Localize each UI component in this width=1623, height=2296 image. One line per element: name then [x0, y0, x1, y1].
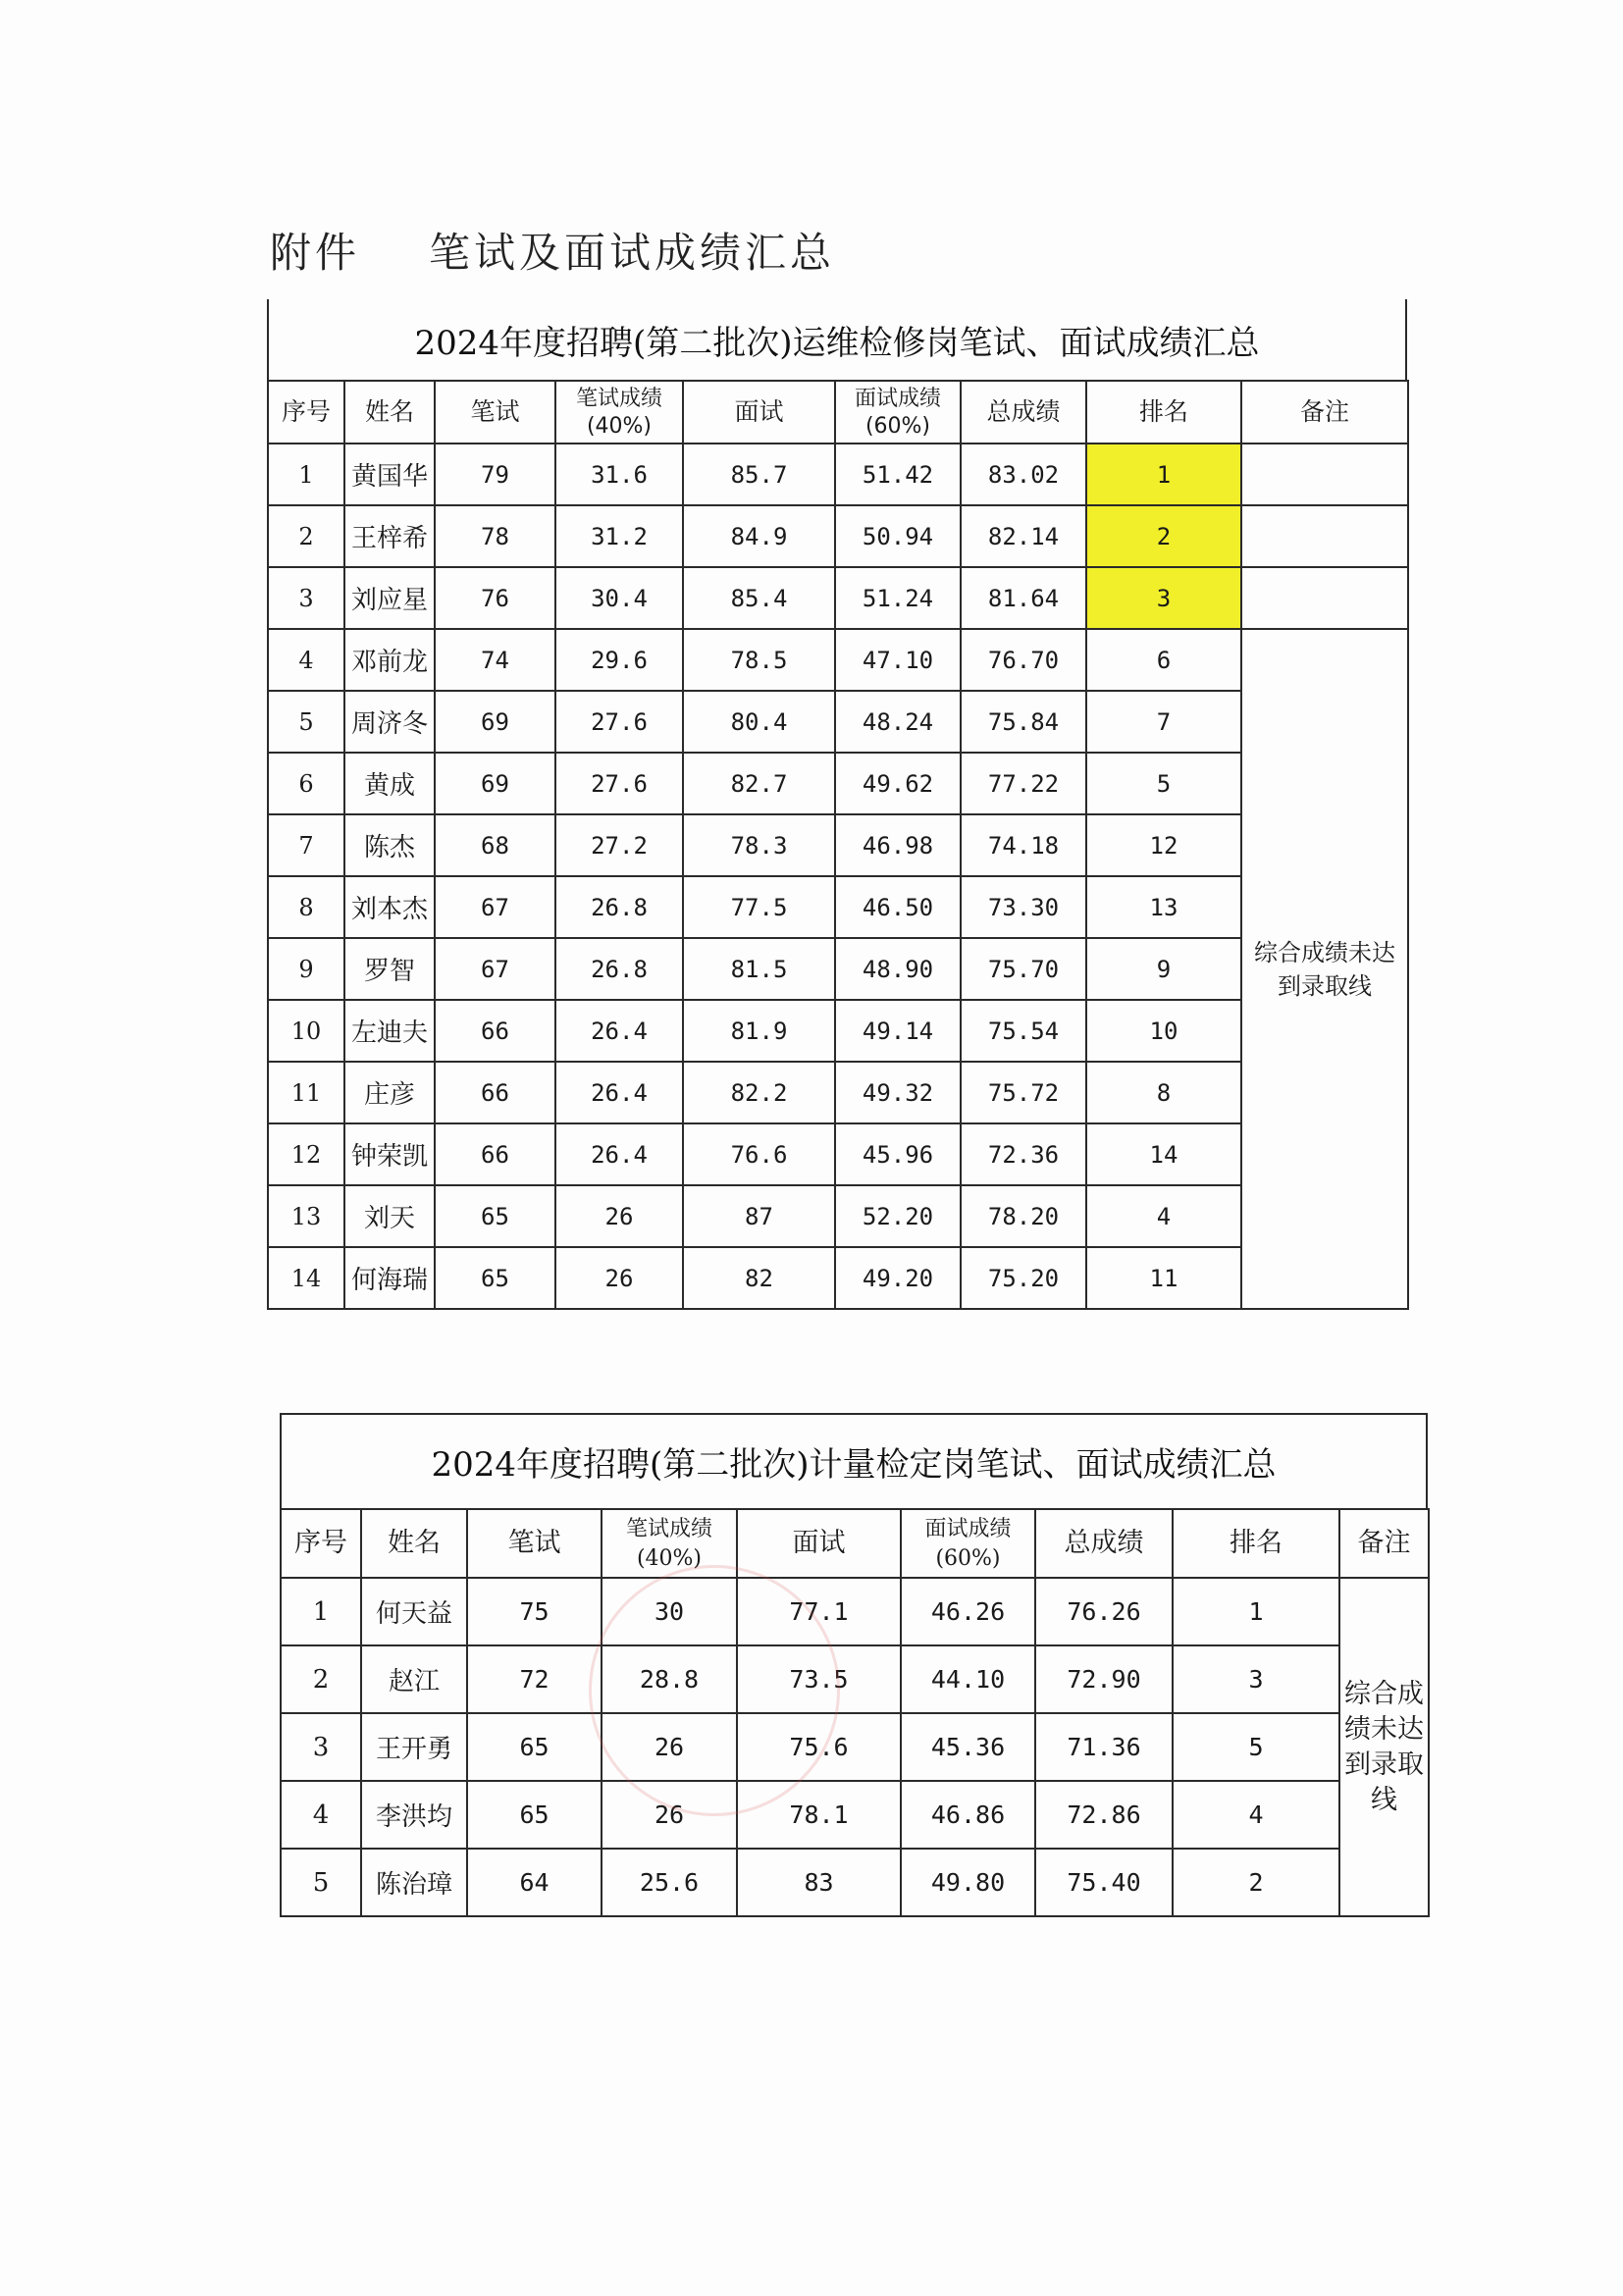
col-remark: 备注 [1339, 1509, 1429, 1578]
cell-written-weighted: 26.4 [555, 1123, 683, 1185]
cell-total: 74.18 [961, 814, 1086, 876]
cell-written-weighted: 30 [602, 1578, 737, 1645]
col-interview: 面试 [683, 381, 835, 444]
col-seq: 序号 [281, 1509, 361, 1578]
cell-interview: 85.7 [683, 444, 835, 505]
heading-text: 笔试及面试成绩汇总 [429, 229, 836, 277]
cell-name: 左迪夫 [344, 1000, 435, 1062]
cell-interview-weighted: 49.32 [835, 1062, 961, 1123]
cell-name: 何海瑞 [344, 1247, 435, 1309]
table1 [267, 380, 1409, 1310]
cell-written: 67 [435, 876, 555, 938]
col-total: 总成绩 [1035, 1509, 1173, 1578]
table-row [268, 1247, 1408, 1309]
cell-interview: 76.6 [683, 1123, 835, 1185]
cell-written-weighted: 26.4 [555, 1000, 683, 1062]
cell-seq: 8 [268, 876, 344, 938]
cell-interview-weighted: 49.62 [835, 753, 961, 814]
cell-written: 74 [435, 629, 555, 691]
cell-written: 66 [435, 1000, 555, 1062]
table2 [280, 1508, 1430, 1917]
cell-name: 邓前龙 [344, 629, 435, 691]
cell-written: 65 [467, 1713, 602, 1781]
cell-written: 76 [435, 567, 555, 629]
cell-interview-weighted: 46.26 [901, 1578, 1035, 1645]
cell-seq: 3 [281, 1713, 361, 1781]
table-row [268, 1185, 1408, 1247]
cell-total: 75.40 [1035, 1849, 1173, 1916]
cell-rank: 11 [1086, 1247, 1241, 1309]
cell-written-weighted: 26 [555, 1247, 683, 1309]
cell-seq: 5 [268, 691, 344, 753]
table2-title: 2024年度招聘(第二批次)计量检定岗笔试、面试成绩汇总 [431, 1445, 1277, 1485]
col-written-weighted: 笔试成绩 (40%) [555, 381, 683, 444]
cell-interview: 82 [683, 1247, 835, 1309]
cell-interview: 75.6 [737, 1713, 901, 1781]
table-row [268, 567, 1408, 629]
cell-interview-weighted: 45.96 [835, 1123, 961, 1185]
cell-name: 刘本杰 [344, 876, 435, 938]
cell-interview: 84.9 [683, 505, 835, 567]
cell-rank: 6 [1086, 629, 1241, 691]
cell-written: 65 [435, 1185, 555, 1247]
cell-name: 罗智 [344, 938, 435, 1000]
cell-seq: 2 [281, 1645, 361, 1713]
cell-written: 69 [435, 691, 555, 753]
cell-seq: 10 [268, 1000, 344, 1062]
cell-remark [1241, 567, 1408, 629]
cell-rank: 5 [1173, 1713, 1339, 1781]
cell-seq: 9 [268, 938, 344, 1000]
cell-interview: 80.4 [683, 691, 835, 753]
cell-rank: 3 [1173, 1645, 1339, 1713]
cell-written: 64 [467, 1849, 602, 1916]
cell-total: 77.22 [961, 753, 1086, 814]
col-seq: 序号 [268, 381, 344, 444]
table-row [268, 938, 1408, 1000]
cell-written-weighted: 27.6 [555, 691, 683, 753]
cell-seq: 14 [268, 1247, 344, 1309]
table-row [281, 1578, 1429, 1645]
cell-total: 81.64 [961, 567, 1086, 629]
cell-written: 65 [435, 1247, 555, 1309]
cell-written-weighted: 25.6 [602, 1849, 737, 1916]
cell-rank: 13 [1086, 876, 1241, 938]
table-row [281, 1849, 1429, 1916]
cell-written: 69 [435, 753, 555, 814]
cell-interview: 78.5 [683, 629, 835, 691]
cell-interview: 73.5 [737, 1645, 901, 1713]
table-row [268, 505, 1408, 567]
cell-interview-weighted: 45.36 [901, 1713, 1035, 1781]
cell-seq: 13 [268, 1185, 344, 1247]
cell-interview-weighted: 51.24 [835, 567, 961, 629]
table-row [281, 1645, 1429, 1713]
table-row [268, 444, 1408, 505]
cell-rank: 4 [1086, 1185, 1241, 1247]
cell-total: 72.86 [1035, 1781, 1173, 1849]
cell-written: 79 [435, 444, 555, 505]
cell-interview-weighted: 44.10 [901, 1645, 1035, 1713]
table1-title: 2024年度招聘(第二批次)运维检修岗笔试、面试成绩汇总 [414, 323, 1260, 363]
cell-total: 72.36 [961, 1123, 1086, 1185]
col-written: 笔试 [467, 1509, 602, 1578]
cell-rank: 10 [1086, 1000, 1241, 1062]
cell-name: 李洪均 [361, 1781, 467, 1849]
cell-seq: 4 [268, 629, 344, 691]
cell-rank: 1 [1173, 1578, 1339, 1645]
cell-name: 刘应星 [344, 567, 435, 629]
table-row [268, 629, 1408, 691]
col-interview-weighted: 面试成绩 (60%) [835, 381, 961, 444]
cell-name: 陈杰 [344, 814, 435, 876]
cell-rank: 1 [1086, 444, 1241, 505]
cell-interview-weighted: 51.42 [835, 444, 961, 505]
cell-written: 65 [467, 1781, 602, 1849]
cell-written: 68 [435, 814, 555, 876]
col-total: 总成绩 [961, 381, 1086, 444]
cell-interview: 78.3 [683, 814, 835, 876]
table1-section [267, 299, 1407, 1310]
cell-total: 73.30 [961, 876, 1086, 938]
col-interview-weighted: 面试成绩 (60%) [901, 1509, 1035, 1578]
cell-written: 72 [467, 1645, 602, 1713]
cell-rank: 7 [1086, 691, 1241, 753]
cell-total: 76.26 [1035, 1578, 1173, 1645]
col-written: 笔试 [435, 381, 555, 444]
cell-name: 王梓希 [344, 505, 435, 567]
cell-total: 75.54 [961, 1000, 1086, 1062]
cell-seq: 5 [281, 1849, 361, 1916]
table-row [268, 1123, 1408, 1185]
cell-rank: 4 [1173, 1781, 1339, 1849]
table-row [268, 1000, 1408, 1062]
cell-interview-weighted: 49.80 [901, 1849, 1035, 1916]
cell-written: 75 [467, 1578, 602, 1645]
cell-remark [1241, 444, 1408, 505]
cell-written-weighted: 26.4 [555, 1062, 683, 1123]
cell-name: 黄国华 [344, 444, 435, 505]
cell-written: 78 [435, 505, 555, 567]
table-row [281, 1713, 1429, 1781]
cell-seq: 3 [268, 567, 344, 629]
cell-written-weighted: 30.4 [555, 567, 683, 629]
cell-written-weighted: 27.6 [555, 753, 683, 814]
cell-written-weighted: 28.8 [602, 1645, 737, 1713]
cell-rank: 3 [1086, 567, 1241, 629]
cell-written-weighted: 26.8 [555, 938, 683, 1000]
cell-total: 71.36 [1035, 1713, 1173, 1781]
cell-interview-weighted: 52.20 [835, 1185, 961, 1247]
cell-name: 陈治璋 [361, 1849, 467, 1916]
cell-remark: 综合成绩未达到录取线 [1241, 629, 1408, 1309]
cell-interview-weighted: 49.20 [835, 1247, 961, 1309]
cell-name: 黄成 [344, 753, 435, 814]
cell-total: 75.84 [961, 691, 1086, 753]
col-name: 姓名 [344, 381, 435, 444]
col-rank: 排名 [1086, 381, 1241, 444]
cell-interview: 85.4 [683, 567, 835, 629]
cell-total: 76.70 [961, 629, 1086, 691]
cell-interview: 81.5 [683, 938, 835, 1000]
cell-total: 83.02 [961, 444, 1086, 505]
cell-interview: 77.5 [683, 876, 835, 938]
cell-written-weighted: 26 [602, 1781, 737, 1849]
cell-written-weighted: 31.6 [555, 444, 683, 505]
cell-total: 75.70 [961, 938, 1086, 1000]
cell-rank: 2 [1086, 505, 1241, 567]
cell-name: 赵江 [361, 1645, 467, 1713]
cell-seq: 1 [268, 444, 344, 505]
cell-total: 78.20 [961, 1185, 1086, 1247]
cell-interview-weighted: 50.94 [835, 505, 961, 567]
cell-written-weighted: 27.2 [555, 814, 683, 876]
cell-rank: 2 [1173, 1849, 1339, 1916]
cell-name: 周济冬 [344, 691, 435, 753]
cell-interview-weighted: 48.90 [835, 938, 961, 1000]
col-name: 姓名 [361, 1509, 467, 1578]
cell-rank: 9 [1086, 938, 1241, 1000]
cell-interview-weighted: 49.14 [835, 1000, 961, 1062]
cell-rank: 14 [1086, 1123, 1241, 1185]
cell-name: 钟荣凯 [344, 1123, 435, 1185]
cell-name: 庄彦 [344, 1062, 435, 1123]
table-row [268, 1062, 1408, 1123]
table-row [268, 691, 1408, 753]
cell-name: 何天益 [361, 1578, 467, 1645]
table-row [281, 1781, 1429, 1849]
cell-interview: 77.1 [737, 1578, 901, 1645]
cell-interview: 87 [683, 1185, 835, 1247]
cell-interview: 82.7 [683, 753, 835, 814]
cell-remark [1241, 505, 1408, 567]
cell-seq: 7 [268, 814, 344, 876]
cell-written: 67 [435, 938, 555, 1000]
cell-remark: 综合成绩未达到录取线 [1339, 1578, 1429, 1916]
col-interview: 面试 [737, 1509, 901, 1578]
cell-interview: 81.9 [683, 1000, 835, 1062]
cell-interview-weighted: 46.98 [835, 814, 961, 876]
cell-total: 82.14 [961, 505, 1086, 567]
cell-written: 66 [435, 1123, 555, 1185]
cell-interview-weighted: 46.50 [835, 876, 961, 938]
cell-interview-weighted: 46.86 [901, 1781, 1035, 1849]
col-remark: 备注 [1241, 381, 1408, 444]
cell-written-weighted: 26 [555, 1185, 683, 1247]
cell-total: 75.72 [961, 1062, 1086, 1123]
table2-header-row [281, 1509, 1429, 1578]
cell-interview: 82.2 [683, 1062, 835, 1123]
cell-seq: 6 [268, 753, 344, 814]
cell-name: 王开勇 [361, 1713, 467, 1781]
col-written-weighted: 笔试成绩 (40%) [602, 1509, 737, 1578]
cell-interview-weighted: 48.24 [835, 691, 961, 753]
cell-interview: 83 [737, 1849, 901, 1916]
cell-written-weighted: 26.8 [555, 876, 683, 938]
cell-interview-weighted: 47.10 [835, 629, 961, 691]
cell-seq: 4 [281, 1781, 361, 1849]
cell-rank: 8 [1086, 1062, 1241, 1123]
col-rank: 排名 [1173, 1509, 1339, 1578]
cell-total: 75.20 [961, 1247, 1086, 1309]
cell-seq: 1 [281, 1578, 361, 1645]
table-row [268, 876, 1408, 938]
cell-seq: 12 [268, 1123, 344, 1185]
table-row [268, 753, 1408, 814]
table2-section [280, 1413, 1428, 1917]
cell-written: 66 [435, 1062, 555, 1123]
table-row [268, 814, 1408, 876]
cell-written-weighted: 26 [602, 1713, 737, 1781]
page-heading [270, 221, 835, 280]
cell-written-weighted: 29.6 [555, 629, 683, 691]
cell-total: 72.90 [1035, 1645, 1173, 1713]
cell-rank: 5 [1086, 753, 1241, 814]
cell-name: 刘天 [344, 1185, 435, 1247]
cell-rank: 12 [1086, 814, 1241, 876]
cell-written-weighted: 31.2 [555, 505, 683, 567]
attachment-label: 附件 [270, 229, 361, 277]
cell-seq: 2 [268, 505, 344, 567]
table1-header-row [268, 381, 1408, 444]
cell-seq: 11 [268, 1062, 344, 1123]
cell-interview: 78.1 [737, 1781, 901, 1849]
